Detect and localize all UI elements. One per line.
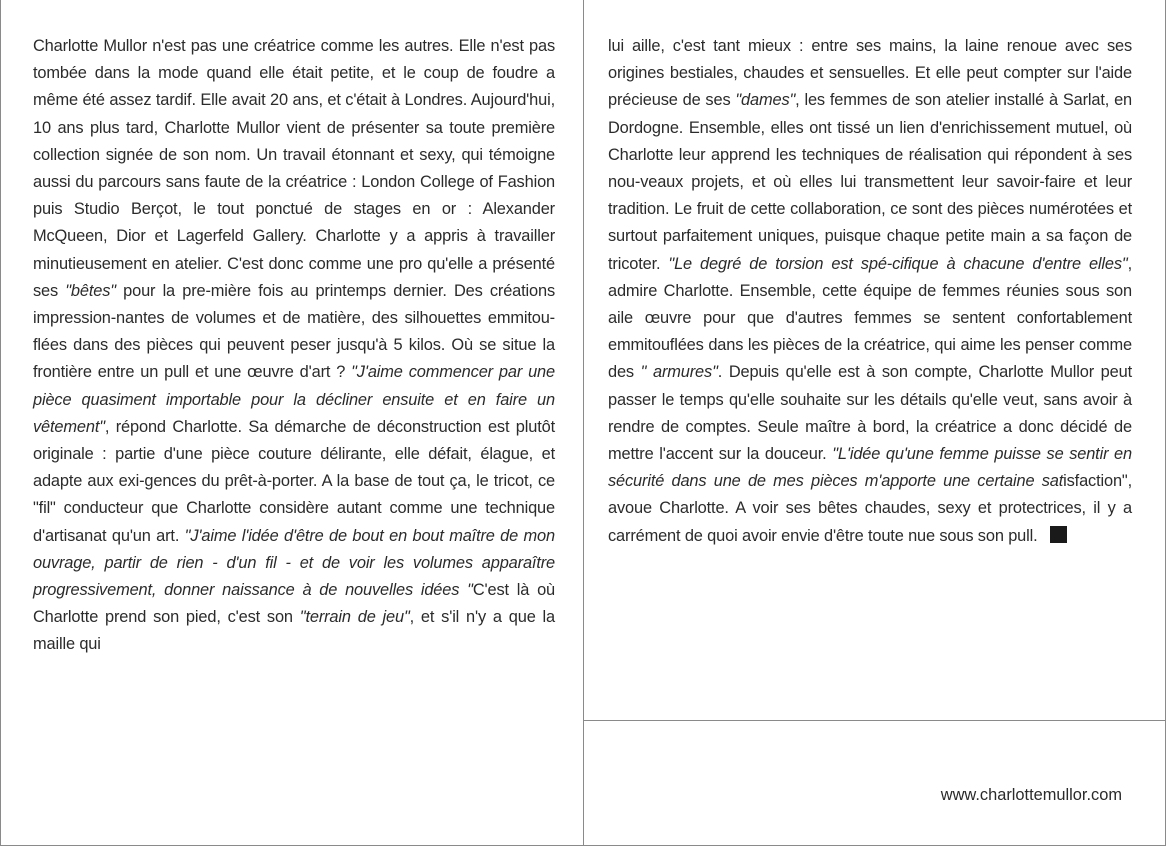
quote-run: " armures" (640, 363, 718, 382)
quote-run: "dames" (735, 91, 796, 110)
text-run: , admire Charlotte. Ensemble, cette équipe de femmes réunies sous son aile œuvre pour que d'autres femmes se sentent confortablement emmitouflées dans les pièces de la créatrice, qui aime les penser comme des (608, 254, 1132, 382)
website-link[interactable]: www.charlottemullor.com (940, 786, 1122, 804)
right-column (608, 33, 1132, 550)
text-run: , et s'il n'y a que la maille qui (33, 608, 555, 654)
quote-run: "bêtes" (65, 281, 116, 300)
quote-run: "Le degré de torsion est spé-cifique à chacune d'entre elles" (668, 254, 1128, 273)
quote-run: "L'idée qu'une femme puisse se sentir en sécurité dans une de mes pièces m'apporte une certaine sat (608, 445, 1132, 491)
left-column-text (33, 33, 555, 659)
text-run: Charlotte Mullor n'est pas une créatrice comme les autres. Elle n'est pas tombée dans la mode quand elle était petite, et le coup de foudre a même été assez tardif. Elle avait 20 ans, et c'était à Londres. Aujourd'hui, 10 ans plus tard, Charlotte Mullor vient de présenter sa toute première collection signée de son nom. Un travail étonnant et sexy, qui témoigne aussi du parcours sans faute de la créatrice : London College of Fashion puis Studio Berçot, le tout ponctué de stages en or : Alexander McQueen, Dior et Lagerfeld Gallery. Charlotte y a appris à travailler minutieusement en atelier. C'est donc comme une pro qu'elle a présenté ses (33, 37, 555, 300)
text-run: C'est là où Charlotte prend son pied, c'est son (33, 581, 555, 627)
text-run: . Depuis qu'elle est à son compte, Charlotte Mullor peut passer le temps qu'elle souhaite sur les détails qu'elle veut, sans avoir à rendre de comptes. Seule maître à bord, la créatrice a donc décidé de mettre l'accent sur la douceur. (608, 363, 1132, 464)
text-run: isfaction", avoue Charlotte. A voir ses bêtes chaudes, sexy et protectrices, il y a carrément de quoi avoir envie d'être toute nue sous son pull. (608, 472, 1132, 545)
end-of-article-mark (1050, 526, 1067, 543)
right-column-text (608, 33, 1132, 550)
text-run: , répond Charlotte. Sa démarche de déconstruction est plutôt originale : partie d'une pièce couture délirante, elle défait, élague, et adapte aux exi-gences du prêt-à-porter. A la base de tout ça, le tricot, ce "fil" conducteur que Charlotte considère autant comme une technique d'artisanat qu'un art. (33, 417, 555, 545)
text-run: lui aille, c'est tant mieux : entre ses mains, la laine renoue avec ses origines bestiales, chaudes et sensuelles. Et elle peut compter sur l'aide précieuse de ses (608, 37, 1132, 110)
text-run: pour la pre-mière fois au printemps dernier. Des créations impression-nantes de volumes et de matière, des silhouettes emmitou-flées dans des pièces qui peuvent peser jusqu'à 5 kilos. Où se situe la frontière entre un pull et une œuvre d'art ? (33, 281, 555, 382)
left-column (33, 33, 555, 659)
text-run: , les femmes de son atelier installé à Sarlat, en Dordogne. Ensemble, elles ont tissé un lien d'enrichissement mutuel, où Charlotte leur apprend les techniques de réalisation qui répondent à ses nou-veaux projets, et où elles lui transmettent leur savoir-faire et leur tradition. Le fruit de cette collaboration, ce sont des pièces numérotées et surtout parfaitement uniques, puisque chaque petite main a sa façon de tricoter. (608, 91, 1132, 273)
quote-run: "terrain de jeu" (299, 608, 410, 627)
quote-run: "J'aime l'idée d'être de bout en bout maître de mon ouvrage, partir de rien - d'un fil - et de voir les volumes apparaître progressivement, donner naissance à de nouvelles idées " (33, 526, 555, 600)
quote-run: "J'aime commencer par une pièce quasiment importable pour la décliner ensuite et en faire un vêtement" (33, 363, 555, 436)
footer-divider (583, 720, 1166, 721)
